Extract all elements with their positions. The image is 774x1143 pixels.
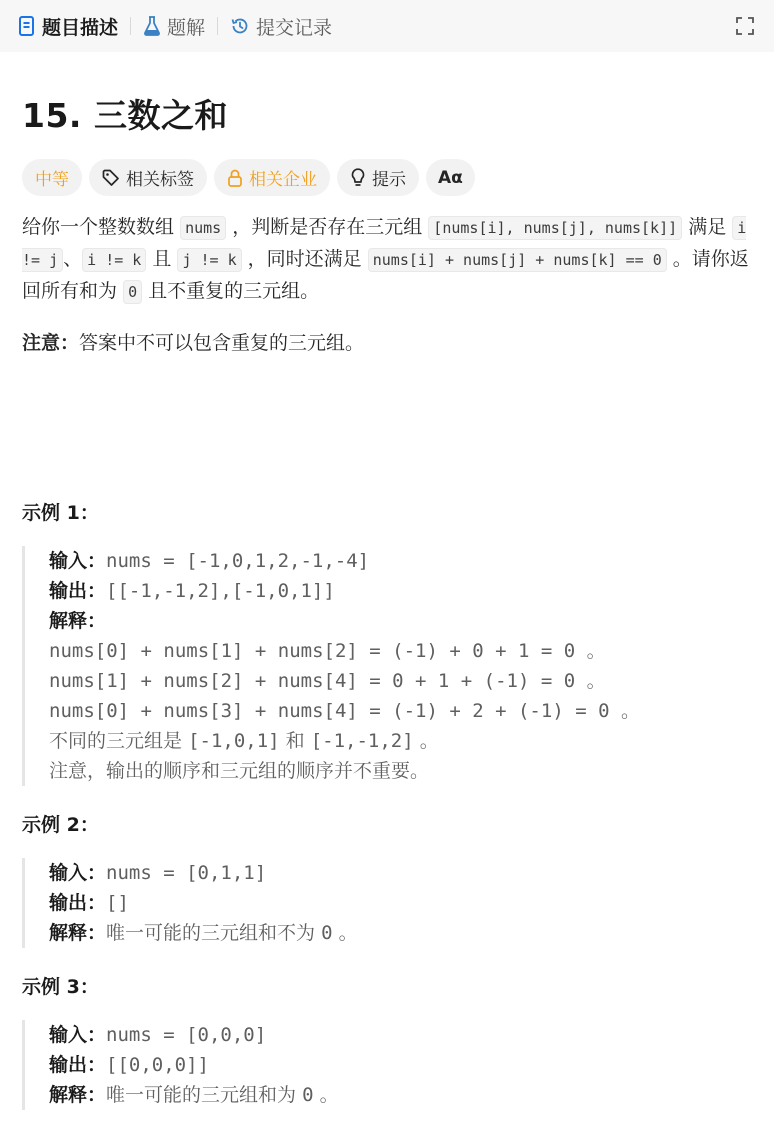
input-value: nums = [0,1,1]: [106, 862, 267, 884]
inline-code: i != k: [82, 248, 146, 272]
tag-row: [22, 159, 752, 196]
explain-label: 解释：: [49, 1084, 107, 1106]
example-1-title: 示例 1：: [22, 502, 99, 524]
tag-icon: [102, 169, 120, 187]
desc-text: 。请你返回所有和为: [22, 248, 749, 302]
inline-code: [nums[i], nums[j], nums[k]]: [428, 216, 682, 240]
explain-equation: nums[0] + nums[3] + nums[4] = (-1) + 2 + (-1) = 0 。: [49, 700, 640, 722]
example-input-line: [49, 546, 752, 576]
explain-equation: nums[1] + nums[2] + nums[4] = 0 + 1 + (-1) = 0 。: [49, 670, 606, 692]
inline-code: 0: [123, 280, 142, 304]
explain-text: 。: [319, 1084, 339, 1106]
explain-value: 0: [321, 922, 333, 944]
input-value: nums = [0,0,0]: [106, 1024, 267, 1046]
explain-label: 解释：: [49, 922, 107, 944]
explain-value: 0: [302, 1084, 314, 1106]
output-value: [[0,0,0]]: [106, 1054, 209, 1076]
lock-icon: [227, 169, 243, 187]
triplet-value: [-1,0,1]: [188, 730, 280, 752]
example-2-title: 示例 2：: [22, 814, 99, 836]
tab-submissions-label: 提交记录: [256, 16, 333, 39]
example-output-line: [49, 576, 752, 606]
output-label: 输出：: [49, 580, 107, 602]
example-output-line: [49, 1050, 752, 1080]
desc-text: ，判断是否存在三元组: [232, 216, 423, 238]
distinct-text: 和: [285, 730, 305, 752]
translate-button[interactable]: [426, 159, 475, 196]
tab-solution-label: 题解: [167, 16, 206, 39]
explain-text: 。: [338, 922, 358, 944]
example-3-block: [22, 1020, 752, 1110]
input-label: 输入：: [49, 1024, 107, 1046]
inline-code: nums[i] + nums[j] + nums[k] == 0: [368, 248, 667, 272]
hint-button[interactable]: [337, 159, 419, 196]
difficulty-label: 中等: [35, 170, 69, 190]
example-explain-line: [49, 1080, 752, 1110]
top-tab-bar: [0, 0, 774, 52]
desc-text: 且: [152, 248, 172, 270]
desc-text: 给你一个整数数组: [22, 216, 175, 238]
order-note: 注意，输出的顺序和三元组的顺序并不重要。: [49, 760, 430, 782]
triplet-value: [-1,-1,2]: [310, 730, 414, 752]
tab-description[interactable]: [18, 13, 118, 40]
example-explain-line: [49, 606, 752, 636]
problem-description: [22, 212, 752, 308]
related-companies-button[interactable]: [214, 159, 330, 196]
tab-separator: [130, 17, 131, 35]
expand-button[interactable]: [736, 17, 754, 39]
output-value: [[-1,-1,2],[-1,0,1]]: [106, 580, 335, 602]
input-label: 输入：: [49, 862, 107, 884]
related-tags-label: 相关标签: [126, 170, 194, 190]
flask-icon: [143, 16, 161, 36]
lightbulb-icon: [350, 168, 366, 188]
desc-text: 且不重复的三元组。: [148, 280, 320, 302]
input-label: 输入：: [49, 550, 107, 572]
explain-text: 唯一可能的三元组和为: [106, 1084, 297, 1106]
history-icon: [230, 16, 250, 36]
expand-icon: [736, 17, 754, 35]
input-value: nums = [-1,0,1,2,-1,-4]: [106, 550, 370, 572]
example-1-block: [22, 546, 752, 786]
explain-label: 解释：: [49, 610, 107, 632]
inline-code: nums: [180, 216, 226, 240]
example-3-title: 示例 3：: [22, 976, 99, 998]
desc-text: 、: [63, 248, 83, 270]
translate-icon: Aα: [438, 167, 463, 188]
explain-equation: nums[0] + nums[1] + nums[2] = (-1) + 0 + 1 = 0 。: [49, 640, 606, 662]
problem-title: 15. 三数之和: [22, 96, 228, 135]
distinct-text: 。: [419, 730, 439, 752]
hint-label: 提示: [372, 170, 406, 190]
inline-code: j != k: [177, 248, 241, 272]
note: [22, 328, 752, 355]
note-text: 答案中不可以包含重复的三元组。: [79, 332, 365, 354]
related-companies-label: 相关企业: [249, 170, 317, 190]
note-label: 注意：: [22, 332, 80, 354]
example-input-line: [49, 1020, 752, 1050]
example-2-block: [22, 858, 752, 948]
distinct-text: 不同的三元组是: [49, 730, 183, 752]
output-label: 输出：: [49, 1054, 107, 1076]
example-explain-line: [49, 918, 752, 948]
tab-submissions[interactable]: [230, 13, 332, 40]
related-tags-button[interactable]: [89, 159, 207, 196]
tab-solution[interactable]: [143, 13, 205, 40]
example-output-line: [49, 888, 752, 918]
desc-text: 满足: [688, 216, 727, 238]
output-label: 输出：: [49, 892, 107, 914]
document-icon: [18, 16, 36, 36]
desc-text: ，同时还满足: [247, 248, 362, 270]
inline-code: i != j: [22, 216, 746, 272]
tab-separator: [217, 17, 218, 35]
difficulty-badge[interactable]: [22, 159, 82, 196]
distinct-triplets-line: [49, 726, 752, 756]
example-input-line: [49, 858, 752, 888]
output-value: []: [106, 892, 129, 914]
problem-content: [0, 52, 774, 1110]
explain-text: 唯一可能的三元组和不为: [106, 922, 316, 944]
tab-description-label: 题目描述: [42, 16, 119, 39]
